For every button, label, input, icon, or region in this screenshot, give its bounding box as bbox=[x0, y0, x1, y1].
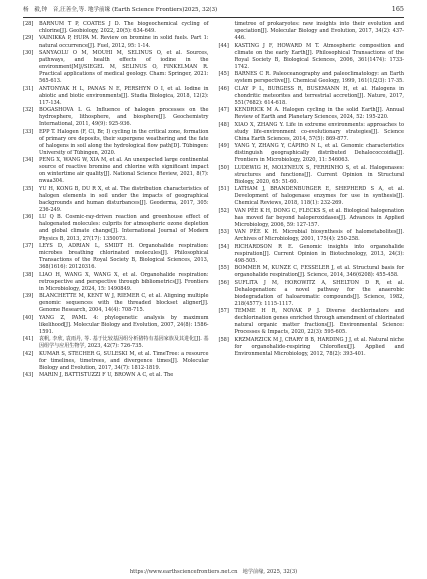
reference-text: LIAO H, WANG X, WANG X, et al. Organohalide respiration: retrospective and perspective through bibliometrics[J]. Frontiers in Microbiology, 2024, 15: 1490849. bbox=[39, 271, 209, 292]
reference-number: [41] bbox=[23, 336, 34, 343]
reference-text: 袁帆, 李欣, 袁雨丹, 等. 基于比较基因组分析猪特有基因家族及其进化[J]. 基因组学与应用生物学, 2023, 42(7): 726-735. bbox=[39, 336, 209, 350]
reference-entry bbox=[219, 86, 405, 107]
reference-number: [51] bbox=[218, 186, 229, 193]
reference-text: YU H, KONG B, DU R X, et al. The distribution characteristics of halogen elements in soil under the impacts of geographical backgrounds and human disturbances[J]. Geoderma, 2017, 305: 236-249. bbox=[39, 185, 209, 213]
reference-entry bbox=[23, 372, 209, 379]
reference-text: BOGASHOVA L G. Influence of halogen processes on the hydrosphere, lithosphere, and biosphere[J]. Geochemistry International, 2011, 49(9): 925-936. bbox=[39, 107, 209, 128]
references-left-column bbox=[23, 21, 209, 380]
reference-entry bbox=[219, 308, 405, 336]
reference-number: [29] bbox=[23, 35, 34, 42]
reference-number: [54] bbox=[218, 243, 229, 250]
reference-number: [36] bbox=[23, 214, 34, 221]
running-header bbox=[23, 6, 404, 18]
reference-entry bbox=[23, 50, 209, 85]
reference-text: VAINIKKA P, HUPA M. Review on bromine in solid fuels. Part 1: natural occurrence[J]. Fuel, 2012, 95: 1-14. bbox=[39, 35, 209, 49]
reference-text: PENG X, WANG W, XIA M, et al. An unexpected large continental source of reactive bromine and chlorine with significant impact on wintertime air quality[J]. National Science Review, 2021, 8(7): nwaa304. bbox=[39, 157, 209, 185]
reference-entry bbox=[23, 86, 209, 107]
reference-entry bbox=[23, 336, 209, 350]
reference-entry bbox=[219, 265, 405, 279]
reference-text: KENDRICK M A. Halogen cycling in the solid Earth[J]. Annual Review of Earth and Planetary Sciences, 2024, 52: 195-220. bbox=[234, 107, 404, 121]
reference-text: KUMAR S, STECHER G, SULESKI M, et al. TimeTree: a resource for timelines, timetrees, and divergence times[J]. Molecular Biology and Evolution, 2017, 34(7): 1812-1819. bbox=[39, 350, 209, 371]
reference-number: [48] bbox=[218, 121, 229, 128]
reference-text: SUFLITA J M, HOROWITZ A, SHELTON D R, et al. Dehalogenation: a novel pathway for the anaerobic biodegradation of haloaromatic compounds[J]. Science, 1982, 218(4577): 1115-1117. bbox=[234, 279, 404, 307]
reference-entry bbox=[219, 280, 405, 308]
reference-number: [35] bbox=[23, 185, 34, 192]
reference-number: [32] bbox=[23, 107, 34, 114]
reference-entry bbox=[23, 351, 209, 372]
reference-text: RICHARDSON R E. Genomic insights into organohalide respiration[J]. Current Opinion in Biotechnology, 2013, 24(3): 498-505. bbox=[234, 243, 404, 264]
reference-entry bbox=[219, 337, 405, 358]
reference-entry bbox=[219, 229, 405, 243]
reference-entry bbox=[23, 129, 209, 157]
reference-text: VAN PÉE K H, DONG C, FLECKS S, et al. Biological halogenation has moved far beyond haloperoxidases[J]. Advances in Applied Microbiology, 2006, 59: 127-157. bbox=[234, 207, 404, 228]
reference-entry bbox=[219, 107, 405, 121]
reference-text: YANG Y, ZHANG Y, CÁPIRO N L, et al. Genomic characteristics distinguish geographically distributed Dehalococcoidia[J]. Frontiers in Microbiology, 2020, 11: 546063. bbox=[234, 143, 404, 164]
reference-entry bbox=[219, 165, 405, 186]
reference-number: [45] bbox=[218, 71, 229, 78]
reference-text: YANG Z, PAML 4: phylogenetic analysis by maximum likelihood[J]. Molecular Biology and Evolution, 2007, 24(8): 1586-1591. bbox=[39, 314, 209, 335]
reference-entry bbox=[23, 107, 209, 128]
reference-text: EPP T. Halogen (F, Cl, Br, I) cycling in the critical zone, formation of primary ore deposits, their supergene weathering and the fate of halogens in soil along the hydrological flow path[D]. Tübingen: University of Tübingen, 2020. bbox=[39, 128, 209, 156]
reference-number bbox=[219, 21, 235, 42]
reference-entry bbox=[23, 157, 209, 185]
reference-number: [40] bbox=[23, 314, 34, 321]
reference-entry bbox=[219, 143, 405, 164]
reference-text: timetree of prokaryotes: new insights into their evolution and speciation[J]. Molecular Biology and Evolution, 2017, 34(2): 437-446. bbox=[234, 21, 404, 42]
reference-entry bbox=[219, 244, 405, 265]
reference-text: LUDEWIG H, MOLYNEUX S, FERRINHO S, et al. Halogenases: structures and functions[J]. Current Opinion in Structural Biology, 2020, 65: 51-60. bbox=[234, 164, 404, 185]
reference-entry bbox=[23, 35, 209, 49]
reference-entry bbox=[219, 71, 405, 85]
references-right-column bbox=[219, 21, 405, 380]
reference-text: MARIN J, BATTISTUZZI F U, BROWN A C, et al. The bbox=[39, 372, 174, 379]
reference-number: [30] bbox=[23, 49, 34, 56]
reference-number: [37] bbox=[23, 242, 34, 249]
reference-entry bbox=[219, 122, 405, 143]
reference-number: [39] bbox=[23, 293, 34, 300]
reference-text: LATHAM J, BRANDENBURGER E, SHEPHERD S A, et al. Development of halogenase enzymes for use in synthesis[J]. Chemical Reviews, 2018, 118(1): 232-269. bbox=[234, 186, 404, 207]
reference-text: VAN PÉE K H. Microbial biosynthesis of halometabolites[J]. Archives of Microbiology, 2001, 175(4): 250-258. bbox=[234, 229, 404, 243]
reference-entry bbox=[219, 21, 405, 42]
reference-text: SANYAOLU O M, MOUHI M, SELINUS O, et al. Sources, pathways, and health effects of iodine in the environment[M]//SIEGEL M, SELINUS O, FINKELMAN R. Practical applications of medical geology. Cham: Springer, 2021: 565-613. bbox=[39, 49, 209, 85]
page-footer: https://www.earthsciencefrontiers.net.cn 地学前缘, 2025, 32(3) bbox=[129, 569, 298, 575]
reference-text: CLAY P L, BURGESS R, BUSEMANN H, et al. Halogens in chondritic meteorites and terrestrial accretion[J]. Nature, 2017, 551(7682): 614-618. bbox=[234, 85, 404, 106]
page-number: 165 bbox=[391, 5, 404, 13]
reference-text: KRZMARZICK M J, CRARY B B, HARDING J J, et al. Natural niche for organohalide-respiring Chloroflexi[J]. Applied and Environmental Microbiology, 2012, 78(2): 393-401. bbox=[234, 336, 404, 358]
reference-number: [49] bbox=[218, 143, 229, 150]
reference-text: BARNES C R. Paleoceanography and paleoclimatology: an Earth system perspective[J]. Chemical Geology, 1999, 161(1/2/3): 17-35. bbox=[234, 71, 404, 85]
reference-number: [34] bbox=[23, 157, 34, 164]
reference-entry bbox=[219, 43, 405, 71]
reference-entry bbox=[23, 21, 209, 35]
reference-number: [47] bbox=[218, 107, 229, 114]
reference-number: [55] bbox=[218, 265, 229, 272]
reference-number: [46] bbox=[218, 85, 229, 92]
reference-text: ANTONYAK H L, PANAS N E, PERSHYN O I, et al. Iodine in abiotic and biotic environments[J]. Studia Biologica, 2018, 12(2): 117-134. bbox=[39, 85, 209, 106]
reference-number: [57] bbox=[218, 308, 229, 315]
references-section bbox=[23, 21, 404, 380]
reference-entry bbox=[23, 272, 209, 293]
running-header-text: 杨 毅,钟 音,汪善全,等. 地学前缘 (Earth Science Frontiers)2025, 32(3) bbox=[23, 7, 218, 13]
reference-number: [28] bbox=[23, 21, 34, 27]
reference-number: [44] bbox=[218, 42, 229, 49]
reference-text: TEMME H R, NOVAK P J. Diverse dechlorinators and dechlorination genes enriched through amendment of chlorinated natural organic matter fractions[J]. Environmental Science: Processes & Impacts, 2020, 22(3): 595-605. bbox=[234, 308, 404, 336]
reference-entry bbox=[23, 186, 209, 214]
reference-number: [31] bbox=[23, 85, 34, 92]
reference-text: BARNUM T P, COATES J D. The biogeochemical cycling of chlorine[J]. Geobiology, 2022, 20(5): 634-649. bbox=[39, 21, 209, 35]
reference-text: LU Q B. Cosmic-ray-driven reaction and greenhouse effect of halogenated molecules: culprits for atmospheric ozone depletion and global climate change[J]. International Journal of Modern Physics B, 2013, 27(17): 1350073. bbox=[39, 214, 209, 242]
reference-entry bbox=[23, 293, 209, 314]
reference-entry bbox=[23, 243, 209, 271]
reference-entry bbox=[219, 208, 405, 229]
reference-text: BLANCHETTE M, KENT W J, RIEMER C, et al. Aligning multiple genomic sequences with the threaded blockset aligner[J]. Genome Research, 2004, 14(4): 708-715. bbox=[39, 293, 209, 314]
reference-number: [56] bbox=[218, 279, 229, 286]
reference-text: KASTING J F, HOWARD M T. Atmospheric composition and climate on the early Earth[J]. Philosophical Transactions of the Royal Society B, Biological Sciences, 2006, 361(1474): 1733-1742. bbox=[234, 42, 404, 70]
reference-text: BOMMER M, KUNZE C, FESSELER J, et al. Structural basis for organohalide respiration[J]. Science, 2014, 346(6208): 455-458. bbox=[234, 265, 404, 279]
reference-number: [50] bbox=[218, 164, 229, 171]
reference-number: [58] bbox=[218, 336, 229, 343]
reference-number: [53] bbox=[218, 229, 229, 236]
reference-number: [42] bbox=[23, 350, 34, 357]
reference-entry bbox=[23, 315, 209, 336]
reference-number: [33] bbox=[23, 128, 34, 135]
reference-entry bbox=[23, 214, 209, 242]
reference-entry bbox=[219, 186, 405, 207]
reference-number: [38] bbox=[23, 271, 34, 278]
reference-number: [43] bbox=[23, 372, 34, 379]
reference-text: XIAO X, ZHANG Y. Life in extreme environments: approaches to study life-environment co-evolutionary strategies[J]. Science China Earth Sciences, 2014, 57(5): 869-877. bbox=[234, 121, 404, 142]
reference-number: [52] bbox=[218, 207, 229, 214]
reference-text: LEYS D, ADRIAN L, SMIDT H. Organohalide respiration: microbes breathing chlorinated molecules[J]. Philosophical Transactions of the Royal Society B, Biological Sciences, 2013, 368(1616): 20120316. bbox=[39, 242, 209, 271]
